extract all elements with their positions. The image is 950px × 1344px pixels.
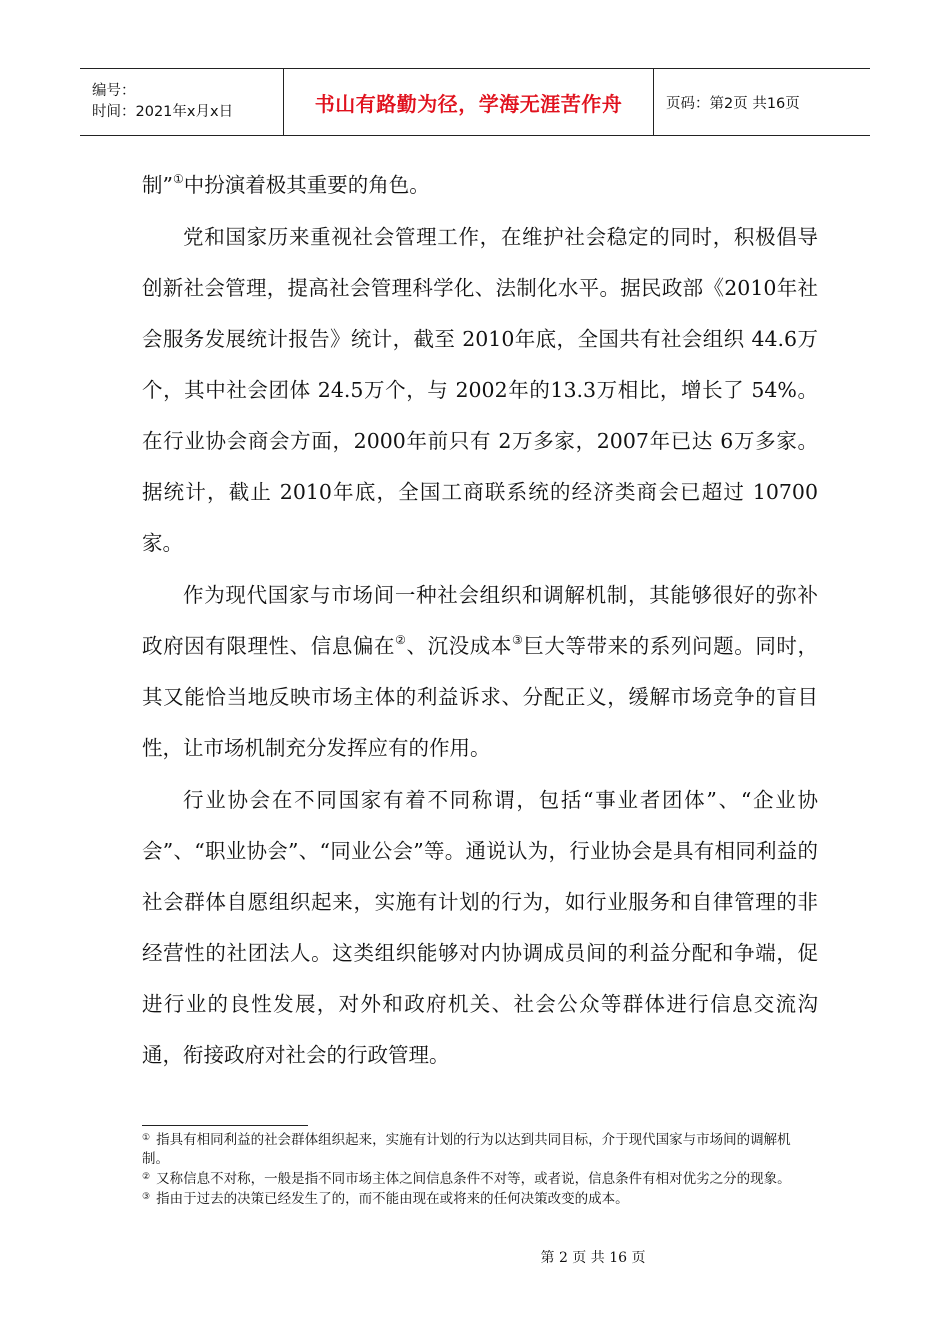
header-motto: 书山有路勤为径，学海无涯苦作舟 bbox=[284, 69, 654, 135]
paragraph-1-rest: 中扮演着极其重要的角色。 bbox=[183, 173, 430, 197]
footnote-2-text: 又称信息不对称，一般是指不同市场主体之间信息条件不对等，或者说，信息条件有相对优劣之分的现象。 bbox=[156, 1171, 791, 1187]
footnote-3-text: 指由于过去的决策已经发生了的，而不能由现在或将来的任何决策改变的成本。 bbox=[156, 1191, 629, 1207]
footnote-separator bbox=[142, 1125, 308, 1126]
footnotes bbox=[142, 1131, 812, 1210]
header-meta bbox=[80, 69, 284, 135]
paragraph-1 bbox=[142, 160, 818, 211]
paragraph-2: 党和国家历来重视社会管理工作，在维护社会稳定的同时，积极倡导创新社会管理，提高社会管理科学化、法制化水平。据民政部《2010年社会服务发展统计报告》统计，截至 2010年底，全国共有社会组织 44.6万个，其中社会团体 24.5万个，与 2002年的13.3万相比，增长了 54%。在行业协会商会方面，2000年前只有 2万多家，2007年已达 6万多家。据统计，截止 2010年底，全国工商联系统的经济类商会已超过 10700家。 bbox=[142, 225, 818, 555]
footnote-3-mark: ③ bbox=[142, 1192, 151, 1202]
paragraph-3-part-b: 、沉没成本 bbox=[406, 634, 512, 658]
paragraph-4: 行业协会在不同国家有着不同称谓，包括“事业者团体”、“企业协会”、“职业协会”、“同业公会”等。通说认为，行业协会是具有相同利益的社会群体自愿组织起来，实施有计划的行为，如行业服务和自律管理的非经营性的社团法人。这类组织能够对内协调成员间的利益分配和争端，促进行业的良性发展，对外和政府机关、社会公众等群体进行信息交流沟通，衔接政府对社会的行政管理。 bbox=[142, 788, 818, 1067]
footnote-ref-3: ③ bbox=[511, 633, 524, 647]
document-date: 时间：2021年x月x日 bbox=[92, 104, 234, 120]
footnote-1-text: 指具有相同利益的社会群体组织起来，实施有计划的行为以达到共同目标，介于现代国家与市场间的调解机制。 bbox=[142, 1132, 791, 1167]
footnote-3 bbox=[142, 1190, 812, 1209]
footnote-1-mark: ① bbox=[142, 1133, 151, 1143]
paragraph-3-part-a: 作为现代国家与市场间一种社会组织和调解机制，其能够很好的弥补政府因有限理性、信息偏在 bbox=[142, 583, 818, 658]
footnote-1 bbox=[142, 1131, 812, 1169]
footnote-2 bbox=[142, 1170, 812, 1189]
footnote-ref-2: ② bbox=[395, 633, 407, 647]
page-header bbox=[80, 68, 870, 136]
footnote-2-mark: ② bbox=[142, 1172, 151, 1182]
paragraph-1-text: 制” bbox=[142, 173, 173, 197]
paragraph-3-part-c: 巨大等带来的系列问题。同时，其又能恰当地反映市场主体的利益诉求、分配正义，缓解市场竞争的盲目性，让市场机制充分发挥应有的作用。 bbox=[142, 634, 819, 760]
header-page-info: 页码：第2页 共16页 bbox=[666, 95, 800, 112]
document-number-label: 编号： bbox=[92, 83, 136, 99]
document-body bbox=[142, 160, 818, 1082]
footnote-ref-1: ① bbox=[172, 172, 184, 186]
paragraph-3 bbox=[142, 570, 818, 774]
page-number-footer: 第 2 页 共 16 页 bbox=[540, 1250, 646, 1266]
